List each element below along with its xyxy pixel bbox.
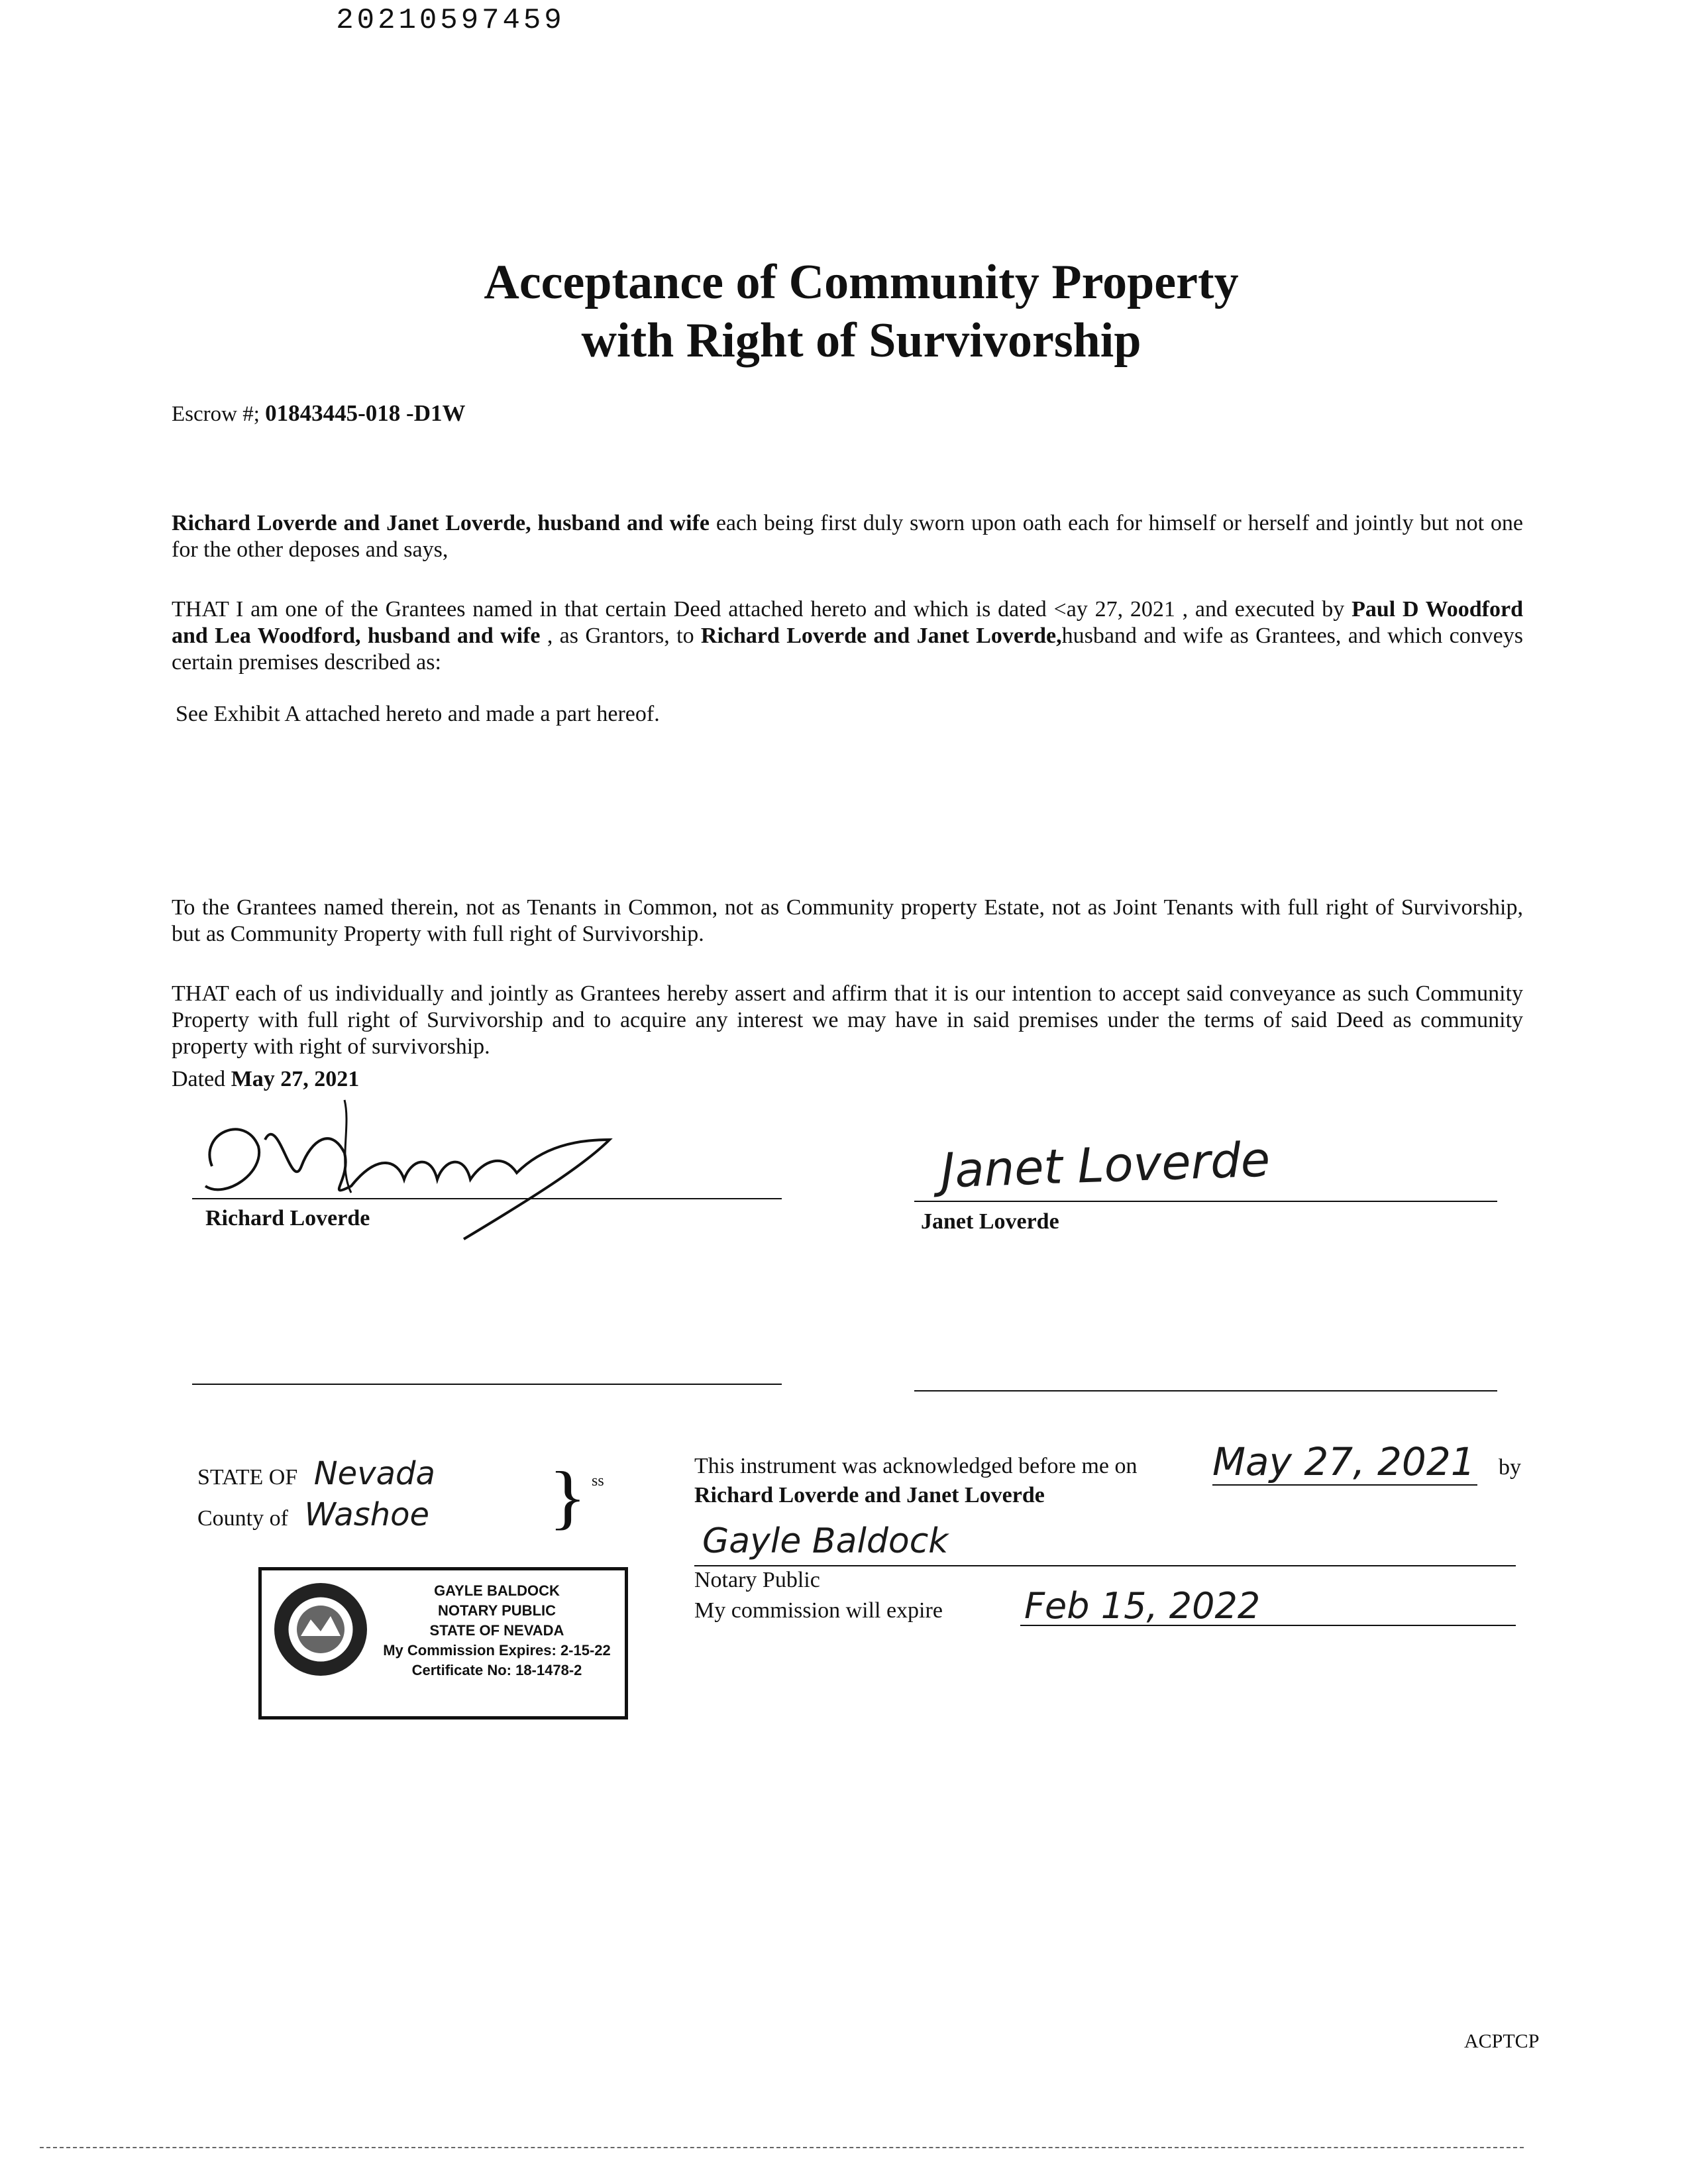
paragraph-parties [172, 510, 1523, 563]
deed-text-3: husband and wife as Grantees, and which conveys certain premises described as: [172, 624, 1523, 675]
title-line-2: with Right of Survivorship [581, 313, 1141, 368]
title-line-1: Acceptance of Community Property [484, 255, 1239, 309]
venue-brace: } [549, 1456, 587, 1537]
acknowledgment-date-line [1212, 1484, 1477, 1486]
blank-signature-line-1 [192, 1384, 782, 1385]
deed-text-2: , as Grantors, to [540, 624, 701, 648]
signature-line-2 [914, 1201, 1497, 1202]
acknowledgment-names: Richard Loverde and Janet Loverde [694, 1483, 1045, 1507]
venue-county [197, 1496, 429, 1533]
grantees-names: Richard Loverde and Janet Loverde, [700, 624, 1062, 648]
acknowledgment-by: by [1499, 1455, 1521, 1480]
county-label: County of [197, 1506, 288, 1531]
seal-certificate: Certificate No: 18-1478-2 [411, 1662, 582, 1678]
footer-code: ACPTCP [1464, 2030, 1540, 2052]
escrow-label: Escrow #; [172, 402, 260, 426]
deed-text-1: THAT I am one of the Grantees named in that certain Deed attached hereto and which is dated <ay 27, 2021 , and executed by [172, 597, 1352, 622]
signer-2-name: Janet Loverde [921, 1209, 1059, 1234]
paragraph-tenancy: To the Grantees named therein, not as Tenants in Common, not as Community property Estate, not as Joint Tenants with full right of Survivorship, but as Community Property with full right of Survivorship. [172, 895, 1523, 946]
state-seal-icon [271, 1580, 370, 1679]
page-title [331, 253, 1391, 370]
commission-label: My commission will expire [694, 1598, 943, 1623]
document-number: 20210597459 [336, 4, 565, 37]
signer-1-name: Richard Loverde [205, 1206, 370, 1230]
acknowledgment-date: May 27, 2021 [1212, 1439, 1475, 1484]
notary-label: Notary Public [694, 1568, 820, 1592]
commission-expiry: Feb 15, 2022 [1024, 1585, 1261, 1627]
signature-janet-loverde: Janet Loverde [939, 1131, 1271, 1199]
parties-text: each being first duly sworn upon oath each for himself or herself and jointly but not one for the other deposes and says, [172, 511, 1523, 562]
bottom-scan-line [40, 2147, 1524, 2148]
seal-expiry: My Commission Expires: 2-15-22 [383, 1642, 611, 1659]
escrow-line [172, 400, 465, 427]
acknowledgment-text: This instrument was acknowledged before me on [694, 1454, 1138, 1478]
state-label: STATE OF [197, 1465, 298, 1490]
commission-line [1020, 1625, 1516, 1626]
signature-line-1 [192, 1198, 782, 1199]
parties-names: Richard Loverde and Janet Loverde, husband and wife [172, 511, 710, 535]
dated-value: May 27, 2021 [231, 1067, 360, 1091]
notary-signature-line [694, 1565, 1516, 1566]
exhibit-line: See Exhibit A attached hereto and made a part hereof. [176, 702, 660, 726]
paragraph-affirmation: THAT each of us individually and jointly as Grantees hereby assert and affirm that it is our intention to accept said conveyance as such Community Property with full right of Survivorship and to acquire any interest we may have in said premises under the terms of said Deed as community property with right of survivorship. [172, 981, 1523, 1059]
grantors-names: Paul D Woodford and Lea Woodford, husband and wife [172, 597, 1524, 648]
dated-label: Dated [172, 1067, 226, 1091]
seal-title: NOTARY PUBLIC [437, 1602, 556, 1619]
state-value: Nevada [313, 1455, 435, 1492]
blank-signature-line-2 [914, 1390, 1497, 1392]
notary-seal-stamp [258, 1567, 628, 1720]
seal-state: STATE OF NEVADA [429, 1622, 564, 1639]
seal-name: GAYLE BALDOCK [434, 1582, 560, 1599]
venue-ss: ss [592, 1472, 604, 1490]
county-value: Washoe [304, 1496, 430, 1533]
venue-state [197, 1455, 435, 1492]
seal-text [374, 1581, 619, 1680]
escrow-number: 01843445-018 -D1W [265, 400, 466, 426]
notary-signature: Gayle Baldock [702, 1521, 949, 1561]
paragraph-deed [172, 596, 1523, 676]
